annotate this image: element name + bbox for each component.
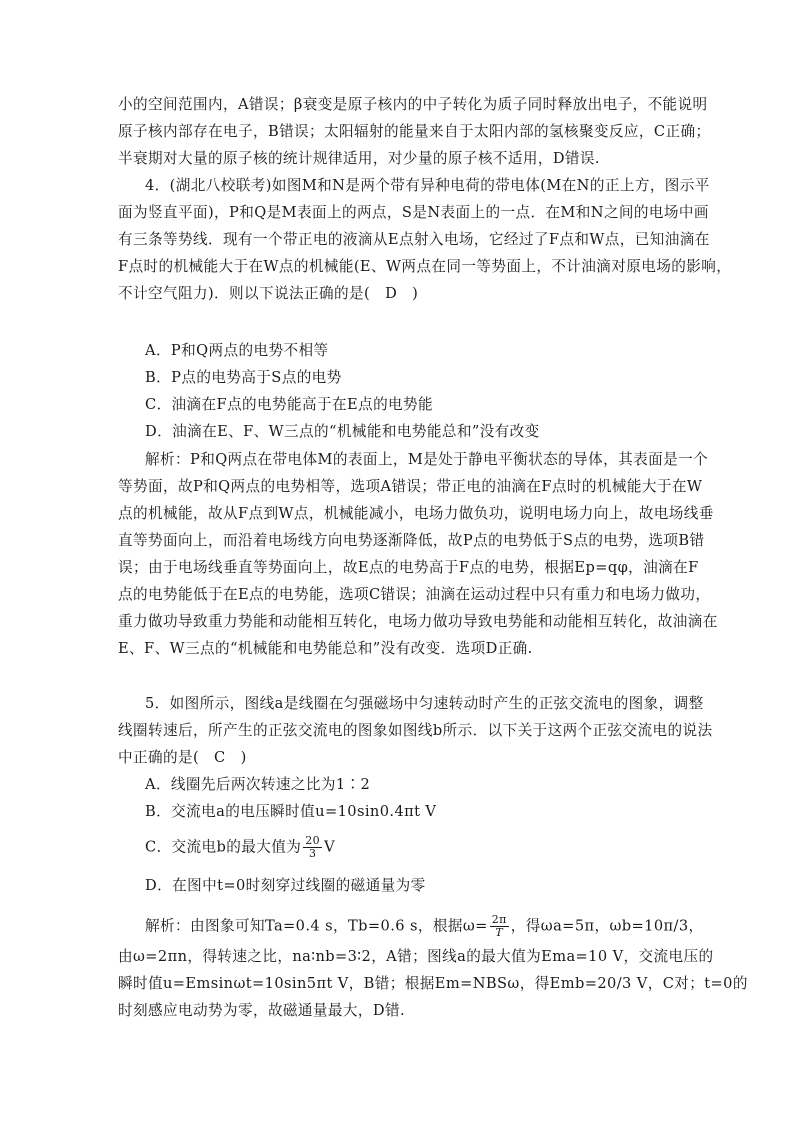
text-line: 半衰期对大量的原子核的统计规律适用，对少量的原子核不适用，D错误. bbox=[118, 150, 600, 167]
fraction-numerator: 2π bbox=[491, 913, 507, 926]
fraction bbox=[303, 835, 322, 860]
text-line: 原子核内部存在电子，B错误；太阳辐射的能量来自于太阳内部的氢核聚变反应，C正确； bbox=[118, 123, 711, 140]
q5-analysis-line: 由ω=2πn，得转速之比，na∶nb=3∶2，A错；图线a的最大值为Ema=10 V，交流电压的 bbox=[118, 948, 714, 965]
q5-option-c-text: C．交流电b的最大值为 bbox=[145, 838, 302, 856]
q4-analysis-line: 解析：P和Q两点在带电体M的表面上，M是处于静电平衡状态的导体，其表面是一个 bbox=[145, 451, 709, 468]
q5-stem-line: 线圈转速后，所产生的正弦交流电的图象如图线b所示．以下关于这两个正弦交流电的说法 bbox=[118, 722, 713, 739]
q5-option-b: B．交流电a的电压瞬时值u=10sin0.4πt V bbox=[145, 803, 437, 820]
q4-stem-line: 有三条等势线．现有一个带正电的液滴从E点射入电场，它经过了F点和W点，已知油滴在 bbox=[118, 231, 710, 248]
q4-analysis-line: 点的机械能，故从F点到W点，机械能减小，电场力做负功，说明电场力向上，故电场线垂 bbox=[118, 505, 714, 522]
fraction-denominator: T bbox=[495, 926, 504, 939]
q4-analysis-line: 点的电势能低于在E点的电势能，选项C错误；油滴在运动过程中只有重力和电场力做功， bbox=[118, 586, 711, 603]
q4-analysis-line: 直等势面向上，而沿着电场线方向电势逐渐降低，故P点的电势低于S点的电势，选项B错 bbox=[118, 532, 705, 549]
q4-option-c: C．油滴在F点的电势能高于在E点的电势能 bbox=[145, 396, 434, 413]
fraction-numerator: 20 bbox=[305, 834, 321, 847]
q5-analysis-line bbox=[145, 914, 704, 939]
fraction-denominator: 3 bbox=[308, 847, 317, 860]
q4-stem-line: 不计空气阻力)．则以下说法正确的是( D ) bbox=[118, 285, 419, 302]
q5-stem-line: 中正确的是( C ) bbox=[118, 749, 247, 766]
q5-option-d: D．在图中t=0时刻穿过线圈的磁通量为零 bbox=[145, 877, 426, 894]
fraction bbox=[490, 914, 509, 939]
q5-stem-line: 5．如图所示，图线a是线圈在匀强磁场中匀速转动时产生的正弦交流电的图象，调整 bbox=[145, 695, 704, 712]
q5-analysis-line: 瞬时值u=Emsinωt=10sin5πt V，B错；根据Em=NBSω，得Emb=20/3 V，C对；t=0的 bbox=[118, 975, 748, 992]
q5-analysis-text: ，得ωa=5π，ωb=10π/3， bbox=[510, 917, 704, 935]
q4-stem-line: 面为竖直平面)，P和Q是M表面上的两点，S是N表面上的一点．在M和N之间的电场中画 bbox=[118, 204, 709, 221]
q4-stem-line: 4．(湖北八校联考)如图M和N是两个带有异种电荷的带电体(M在N的正上方，图示平 bbox=[145, 177, 710, 194]
q4-analysis-line: 等势面，故P和Q两点的电势相等，选项A错误；带正电的油滴在F点时的机械能大于在W bbox=[118, 478, 703, 495]
q5-option-a: A．线圈先后两次转速之比为1∶2 bbox=[145, 776, 371, 793]
q4-option-b: B．P点的电势高于S点的电势 bbox=[145, 369, 342, 386]
q4-analysis-line: 重力做功导致重力势能和动能相互转化，电场力做功导致电势能和动能相互转化，故油滴在 bbox=[118, 613, 718, 630]
q5-analysis-line: 时刻感应电动势为零，故磁通量最大，D错. bbox=[118, 1002, 406, 1019]
text-line: 小的空间范围内，A错误；β衰变是原子核内的中子转化为质子同时释放出电子，不能说明 bbox=[118, 96, 708, 113]
q4-stem-line: F点时的机械能大于在W点的机械能(E、W两点在同一等势面上，不计油滴对原电场的影响， bbox=[118, 258, 732, 275]
q4-option-d: D．油滴在E、F、W三点的“机械能和电势能总和”没有改变 bbox=[145, 423, 540, 440]
q4-analysis-line: 误；由于电场线垂直等势面向上，故E点的电势高于F点的电势，根据Ep=qφ，油滴在F bbox=[118, 559, 699, 576]
q5-analysis-text: 解析：由图象可知Ta=0.4 s，Tb=0.6 s，根据ω= bbox=[145, 917, 488, 935]
q5-option-c bbox=[145, 835, 335, 860]
q4-option-a: A．P和Q两点的电势不相等 bbox=[145, 342, 329, 359]
q4-analysis-line: E、F、W三点的“机械能和电势能总和”没有改变．选项D正确. bbox=[118, 640, 533, 657]
q5-option-c-unit: V bbox=[324, 838, 336, 856]
